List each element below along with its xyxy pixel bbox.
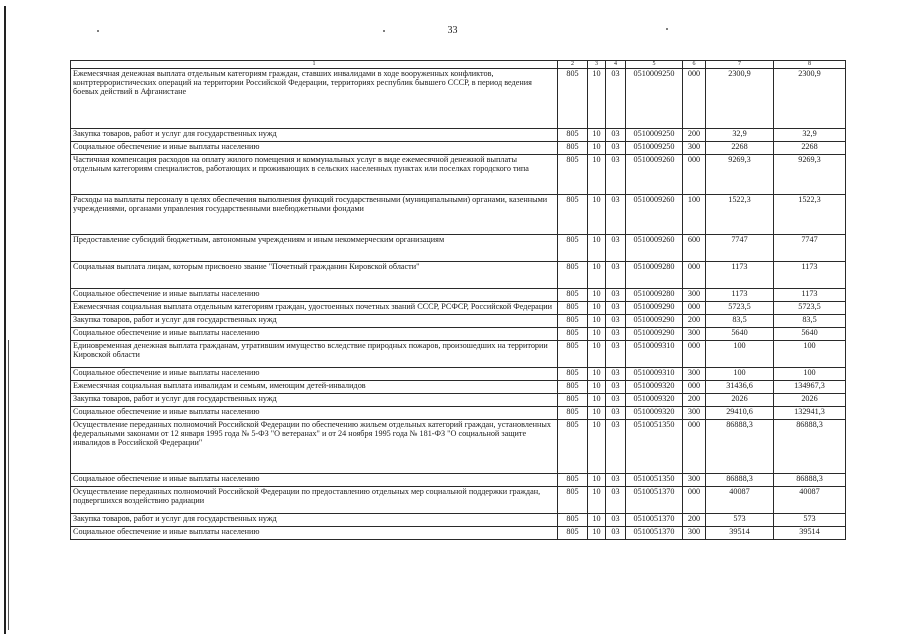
actual-amount-cell: 134967,3 <box>774 380 846 393</box>
section-cell: 10 <box>588 473 606 486</box>
row-name-cell: Осуществление переданных полномочий Российской Федерации по предоставлению отдельных мер социальной поддержки граждан, подвергшихся воздействию радиации <box>71 486 558 513</box>
plan-amount-cell: 32,9 <box>706 128 774 141</box>
table-row <box>71 288 846 301</box>
target-article-cell: 0510051350 <box>626 419 683 473</box>
table-row <box>71 154 846 194</box>
ved-cell: 805 <box>558 393 588 406</box>
target-article-cell: 0510009260 <box>626 154 683 194</box>
expense-type-cell: 200 <box>683 314 706 327</box>
actual-amount-cell: 39514 <box>774 526 846 539</box>
target-article-cell: 0510009310 <box>626 367 683 380</box>
row-name-cell: Частичная компенсация расходов на оплату жилого помещения и коммунальных услуг в виде ежемесячной денежной выплаты отдельным категориям специалистов, работающих и проживающих в сельских населенных пунктах или поселках городского типа <box>71 154 558 194</box>
plan-amount-cell: 7747 <box>706 234 774 261</box>
actual-amount-cell: 1173 <box>774 288 846 301</box>
plan-amount-cell: 9269,3 <box>706 154 774 194</box>
ved-cell: 805 <box>558 234 588 261</box>
ved-cell: 805 <box>558 261 588 288</box>
subsection-cell: 03 <box>606 340 626 367</box>
subsection-cell: 03 <box>606 261 626 288</box>
section-cell: 10 <box>588 340 606 367</box>
row-name-cell: Социальное обеспечение и иные выплаты населению <box>71 327 558 340</box>
scan-left-edge-inner <box>8 340 9 630</box>
subsection-cell: 03 <box>606 327 626 340</box>
table-row <box>71 406 846 419</box>
plan-amount-cell: 5723,5 <box>706 301 774 314</box>
table-row <box>71 327 846 340</box>
section-cell: 10 <box>588 419 606 473</box>
actual-amount-cell: 100 <box>774 367 846 380</box>
target-article-cell: 0510009320 <box>626 393 683 406</box>
target-article-cell: 0510009320 <box>626 406 683 419</box>
row-name-cell: Ежемесячная социальная выплата инвалидам и семьям, имеющим детей-инвалидов <box>71 380 558 393</box>
subsection-cell: 03 <box>606 314 626 327</box>
row-name-cell: Предоставление субсидий бюджетным, автономным учреждениям и иным некоммерческим организациям <box>71 234 558 261</box>
target-article-cell: 0510009250 <box>626 141 683 154</box>
plan-amount-cell: 29410,6 <box>706 406 774 419</box>
ved-cell: 805 <box>558 513 588 526</box>
table-row <box>71 340 846 367</box>
ved-cell: 805 <box>558 68 588 128</box>
plan-amount-cell: 2300,9 <box>706 68 774 128</box>
subsection-cell: 03 <box>606 473 626 486</box>
expense-type-cell: 000 <box>683 68 706 128</box>
actual-amount-cell: 86888,3 <box>774 473 846 486</box>
expense-type-cell: 300 <box>683 327 706 340</box>
actual-amount-cell: 86888,3 <box>774 419 846 473</box>
target-article-cell: 0510051350 <box>626 473 683 486</box>
target-article-cell: 0510009250 <box>626 128 683 141</box>
row-name-cell: Закупка товаров, работ и услуг для государственных нужд <box>71 128 558 141</box>
target-article-cell: 0510009290 <box>626 301 683 314</box>
subsection-cell: 03 <box>606 380 626 393</box>
actual-amount-cell: 1522,3 <box>774 194 846 234</box>
row-name-cell: Социальное обеспечение и иные выплаты населению <box>71 473 558 486</box>
plan-amount-cell: 86888,3 <box>706 419 774 473</box>
table-row <box>71 393 846 406</box>
expense-type-cell: 300 <box>683 526 706 539</box>
table-row <box>71 419 846 473</box>
ved-cell: 805 <box>558 314 588 327</box>
subsection-cell: 03 <box>606 128 626 141</box>
table-row <box>71 380 846 393</box>
target-article-cell: 0510009290 <box>626 314 683 327</box>
table-row <box>71 314 846 327</box>
ved-cell: 805 <box>558 154 588 194</box>
plan-amount-cell: 86888,3 <box>706 473 774 486</box>
actual-amount-cell: 40087 <box>774 486 846 513</box>
target-article-cell: 0510009260 <box>626 194 683 234</box>
row-name-cell: Социальное обеспечение и иные выплаты населению <box>71 406 558 419</box>
actual-amount-cell: 2268 <box>774 141 846 154</box>
actual-amount-cell: 83,5 <box>774 314 846 327</box>
table-row <box>71 473 846 486</box>
target-article-cell: 0510009320 <box>626 380 683 393</box>
actual-amount-cell: 9269,3 <box>774 154 846 194</box>
ved-cell: 805 <box>558 380 588 393</box>
section-cell: 10 <box>588 526 606 539</box>
subsection-cell: 03 <box>606 141 626 154</box>
table-row <box>71 301 846 314</box>
ved-cell: 805 <box>558 141 588 154</box>
subsection-cell: 03 <box>606 406 626 419</box>
table-row <box>71 68 846 128</box>
subsection-cell: 03 <box>606 194 626 234</box>
expense-type-cell: 300 <box>683 406 706 419</box>
table-row <box>71 513 846 526</box>
target-article-cell: 0510009260 <box>626 234 683 261</box>
row-name-cell: Закупка товаров, работ и услуг для государственных нужд <box>71 513 558 526</box>
section-cell: 10 <box>588 393 606 406</box>
header-cell: 1 <box>71 61 558 69</box>
expense-type-cell: 000 <box>683 380 706 393</box>
ved-cell: 805 <box>558 327 588 340</box>
section-cell: 10 <box>588 380 606 393</box>
subsection-cell: 03 <box>606 486 626 513</box>
row-name-cell: Социальное обеспечение и иные выплаты населению <box>71 526 558 539</box>
expense-type-cell: 200 <box>683 128 706 141</box>
row-name-cell: Социальное обеспечение и иные выплаты населению <box>71 141 558 154</box>
plan-amount-cell: 40087 <box>706 486 774 513</box>
plan-amount-cell: 100 <box>706 367 774 380</box>
actual-amount-cell: 132941,3 <box>774 406 846 419</box>
row-name-cell: Социальное обеспечение и иные выплаты населению <box>71 367 558 380</box>
section-cell: 10 <box>588 301 606 314</box>
row-name-cell: Социальная выплата лицам, которым присвоено звание "Почетный гражданин Кировской области" <box>71 261 558 288</box>
actual-amount-cell: 5723,5 <box>774 301 846 314</box>
plan-amount-cell: 1173 <box>706 261 774 288</box>
row-name-cell: Закупка товаров, работ и услуг для государственных нужд <box>71 314 558 327</box>
page-number: 33 <box>447 25 458 36</box>
plan-amount-cell: 573 <box>706 513 774 526</box>
table-body <box>71 61 846 540</box>
ved-cell: 805 <box>558 340 588 367</box>
expense-type-cell: 200 <box>683 513 706 526</box>
subsection-cell: 03 <box>606 288 626 301</box>
section-cell: 10 <box>588 367 606 380</box>
row-name-cell: Ежемесячная денежная выплата отдельным категориям граждан, ставших инвалидами в ходе вооруженных конфликтов, контртеррористических операций на территории Российской Федерации, территориях республик бывшего СССР, в период ведения боевых действий в Афганистане <box>71 68 558 128</box>
ved-cell: 805 <box>558 301 588 314</box>
plan-amount-cell: 1173 <box>706 288 774 301</box>
subsection-cell: 03 <box>606 234 626 261</box>
actual-amount-cell: 5640 <box>774 327 846 340</box>
plan-amount-cell: 5640 <box>706 327 774 340</box>
actual-amount-cell: 2300,9 <box>774 68 846 128</box>
target-article-cell: 0510051370 <box>626 486 683 513</box>
plan-amount-cell: 39514 <box>706 526 774 539</box>
scan-left-edge <box>4 6 6 634</box>
expense-type-cell: 300 <box>683 473 706 486</box>
table-row <box>71 128 846 141</box>
section-cell: 10 <box>588 128 606 141</box>
ved-cell: 805 <box>558 526 588 539</box>
table-row <box>71 367 846 380</box>
target-article-cell: 0510051370 <box>626 526 683 539</box>
section-cell: 10 <box>588 234 606 261</box>
table-row <box>71 526 846 539</box>
actual-amount-cell: 32,9 <box>774 128 846 141</box>
header-cell: 4 <box>606 61 626 69</box>
table-header-row <box>71 61 846 69</box>
expense-type-cell: 600 <box>683 234 706 261</box>
expense-type-cell: 000 <box>683 419 706 473</box>
target-article-cell: 0510009250 <box>626 68 683 128</box>
expense-type-cell: 300 <box>683 367 706 380</box>
ved-cell: 805 <box>558 367 588 380</box>
ved-cell: 805 <box>558 288 588 301</box>
plan-amount-cell: 2268 <box>706 141 774 154</box>
table-row <box>71 486 846 513</box>
table-row <box>71 234 846 261</box>
expense-type-cell: 100 <box>683 194 706 234</box>
section-cell: 10 <box>588 406 606 419</box>
section-cell: 10 <box>588 194 606 234</box>
expense-type-cell: 300 <box>683 141 706 154</box>
target-article-cell: 0510009310 <box>626 340 683 367</box>
target-article-cell: 0510009280 <box>626 261 683 288</box>
budget-table <box>70 60 846 540</box>
plan-amount-cell: 31436,6 <box>706 380 774 393</box>
section-cell: 10 <box>588 68 606 128</box>
actual-amount-cell: 7747 <box>774 234 846 261</box>
ved-cell: 805 <box>558 419 588 473</box>
ved-cell: 805 <box>558 473 588 486</box>
ved-cell: 805 <box>558 128 588 141</box>
row-name-cell: Единовременная денежная выплата гражданам, утратившим имущество вследствие природных пожаров, произошедших на территории Кировской области <box>71 340 558 367</box>
subsection-cell: 03 <box>606 513 626 526</box>
subsection-cell: 03 <box>606 68 626 128</box>
expense-type-cell: 000 <box>683 261 706 288</box>
section-cell: 10 <box>588 154 606 194</box>
expense-type-cell: 000 <box>683 154 706 194</box>
plan-amount-cell: 83,5 <box>706 314 774 327</box>
expense-type-cell: 000 <box>683 340 706 367</box>
subsection-cell: 03 <box>606 301 626 314</box>
expense-type-cell: 200 <box>683 393 706 406</box>
subsection-cell: 03 <box>606 393 626 406</box>
header-cell: 7 <box>706 61 774 69</box>
section-cell: 10 <box>588 288 606 301</box>
expense-type-cell: 000 <box>683 486 706 513</box>
table-row <box>71 261 846 288</box>
target-article-cell: 0510051370 <box>626 513 683 526</box>
row-name-cell: Ежемесячная социальная выплата отдельным категориям граждан, удостоенных почетных званий СССР, РСФСР, Российской Федерации <box>71 301 558 314</box>
plan-amount-cell: 1522,3 <box>706 194 774 234</box>
ved-cell: 805 <box>558 406 588 419</box>
section-cell: 10 <box>588 141 606 154</box>
subsection-cell: 03 <box>606 367 626 380</box>
row-name-cell: Осуществление переданных полномочий Российской Федерации по обеспечению жильем отдельных категорий граждан, установленных федеральными законами от 12 января 1995 года № 5-ФЗ "О ветеранах" и от 24 ноября 1995 года № 181-ФЗ "О социальной защите инвалидов в Российской Федерации" <box>71 419 558 473</box>
section-cell: 10 <box>588 314 606 327</box>
section-cell: 10 <box>588 513 606 526</box>
plan-amount-cell: 2026 <box>706 393 774 406</box>
ved-cell: 805 <box>558 194 588 234</box>
table-row <box>71 194 846 234</box>
target-article-cell: 0510009280 <box>626 288 683 301</box>
actual-amount-cell: 573 <box>774 513 846 526</box>
actual-amount-cell: 1173 <box>774 261 846 288</box>
row-name-cell: Расходы на выплаты персоналу в целях обеспечения выполнения функций государственными (муниципальными) органами, казенными учреждениями, органами управления государственными внебюджетными фондами <box>71 194 558 234</box>
actual-amount-cell: 2026 <box>774 393 846 406</box>
header-cell: 2 <box>558 61 588 69</box>
plan-amount-cell: 100 <box>706 340 774 367</box>
section-cell: 10 <box>588 327 606 340</box>
actual-amount-cell: 100 <box>774 340 846 367</box>
header-cell: 3 <box>588 61 606 69</box>
subsection-cell: 03 <box>606 526 626 539</box>
section-cell: 10 <box>588 261 606 288</box>
subsection-cell: 03 <box>606 154 626 194</box>
expense-type-cell: 300 <box>683 288 706 301</box>
row-name-cell: Социальное обеспечение и иные выплаты населению <box>71 288 558 301</box>
header-cell: 5 <box>626 61 683 69</box>
expense-type-cell: 000 <box>683 301 706 314</box>
target-article-cell: 0510009290 <box>626 327 683 340</box>
ved-cell: 805 <box>558 486 588 513</box>
section-cell: 10 <box>588 486 606 513</box>
row-name-cell: Закупка товаров, работ и услуг для государственных нужд <box>71 393 558 406</box>
header-cell: 6 <box>683 61 706 69</box>
header-cell: 8 <box>774 61 846 69</box>
table-row <box>71 141 846 154</box>
subsection-cell: 03 <box>606 419 626 473</box>
